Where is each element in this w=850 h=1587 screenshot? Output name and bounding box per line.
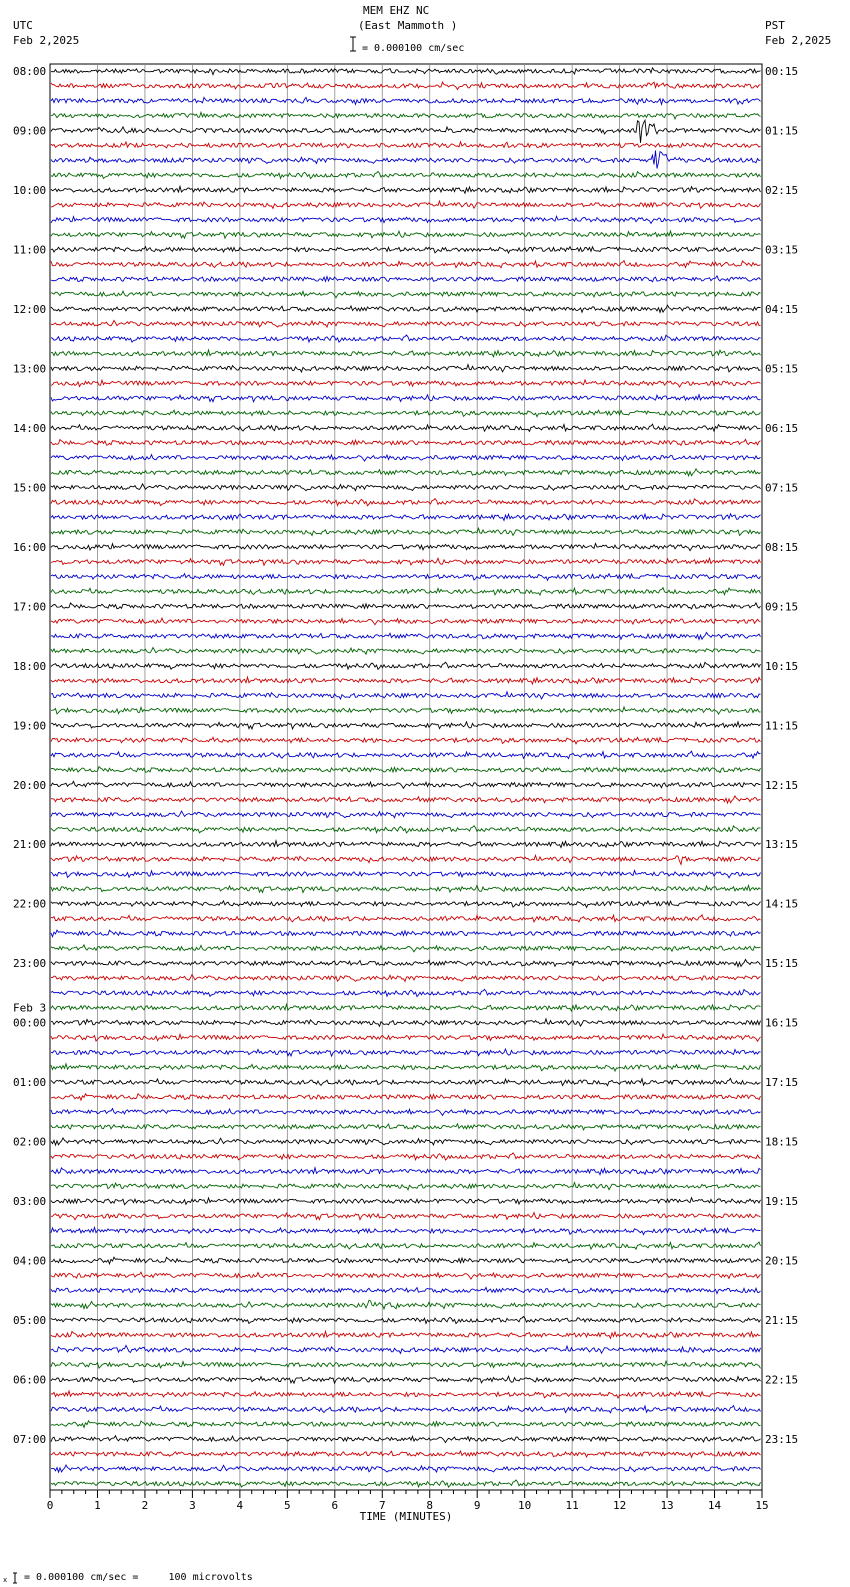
pst-label-17: 17:15 (765, 1076, 799, 1090)
x-tick-label-7: 7 (378, 1499, 386, 1512)
trace-42 (51, 692, 761, 699)
pst-label-20: 20:15 (765, 1254, 799, 1268)
svg-text:x: x (3, 1576, 8, 1584)
trace-58 (51, 930, 761, 937)
utc-label-13: 21:00 (13, 838, 47, 852)
trace-88 (51, 1376, 761, 1383)
scale-label: = 0.000100 cm/sec (362, 43, 465, 54)
trace-57 (51, 915, 761, 922)
trace-67 (51, 1064, 761, 1071)
trace-71 (51, 1124, 761, 1130)
trace-18 (51, 335, 761, 342)
trace-33 (51, 558, 761, 565)
trace-39 (51, 648, 761, 655)
pst-label-5: 05:15 (765, 362, 799, 376)
trace-56 (51, 901, 761, 908)
utc-label-0: 08:00 (13, 65, 47, 78)
x-tick-label-6: 6 (331, 1499, 339, 1512)
trace-72 (51, 1138, 761, 1145)
trace-62 (51, 989, 761, 996)
trace-75 (51, 1183, 761, 1190)
left-date: Feb 2,2025 (13, 34, 80, 47)
trace-80 (51, 1257, 761, 1264)
trace-74 (51, 1168, 761, 1175)
trace-3 (51, 112, 761, 119)
pst-label-4: 04:15 (765, 302, 799, 316)
trace-73 (51, 1153, 761, 1160)
utc-label-7: 15:00 (13, 481, 47, 495)
utc-label-14: 22:00 (13, 897, 47, 911)
trace-47 (51, 767, 761, 773)
x-tick-label-0: 0 (46, 1499, 54, 1512)
trace-40 (51, 662, 761, 669)
trace-87 (51, 1361, 761, 1368)
trace-45 (51, 737, 761, 744)
trace-4 (51, 120, 761, 143)
trace-11 (51, 231, 761, 238)
trace-38 (51, 632, 761, 639)
footer-scale-text: = 0.000100 cm/sec = 100 microvolts (24, 1572, 253, 1583)
trace-43 (51, 707, 761, 714)
trace-81 (51, 1272, 761, 1279)
pst-label-6: 06:15 (765, 421, 799, 435)
trace-7 (51, 171, 761, 178)
pst-label-2: 02:15 (765, 183, 799, 197)
pst-label-19: 19:15 (765, 1195, 799, 1209)
trace-31 (51, 528, 761, 535)
trace-14 (51, 276, 761, 282)
trace-82 (51, 1287, 761, 1293)
trace-53 (51, 855, 761, 864)
utc-label-3: 11:00 (13, 243, 47, 257)
utc-label-22: 06:00 (13, 1373, 47, 1387)
trace-2 (51, 97, 761, 104)
trace-69 (51, 1094, 761, 1101)
pst-label-0: 00:15 (765, 65, 799, 78)
trace-8 (51, 186, 761, 193)
station-title: MEM EHZ NC (363, 4, 430, 17)
trace-19 (51, 350, 761, 357)
trace-55 (51, 885, 761, 892)
trace-92 (51, 1436, 761, 1443)
pst-label-15: 15:15 (765, 957, 799, 971)
trace-60 (51, 960, 761, 967)
trace-84 (51, 1316, 761, 1323)
right-date: Feb 2,2025 (765, 34, 832, 47)
utc-label-4: 12:00 (13, 302, 47, 316)
pst-label-8: 08:15 (765, 540, 799, 554)
trace-10 (51, 216, 761, 223)
trace-41 (51, 677, 761, 684)
x-tick-label-5: 5 (284, 1499, 291, 1512)
trace-20 (51, 365, 761, 372)
utc-label-12: 20:00 (13, 778, 47, 792)
x-tick-label-15: 15 (755, 1499, 769, 1512)
trace-48 (51, 781, 761, 788)
pst-label-23: 23:15 (765, 1433, 799, 1447)
pst-label-18: 18:15 (765, 1135, 799, 1149)
utc-label-18: 02:00 (13, 1135, 47, 1149)
trace-95 (51, 1480, 761, 1487)
trace-13 (51, 261, 761, 268)
trace-34 (51, 574, 761, 581)
trace-85 (51, 1331, 761, 1338)
pst-label-16: 16:15 (765, 1016, 799, 1030)
left-timezone: UTC (13, 19, 33, 32)
utc-label-1: 09:00 (13, 124, 47, 138)
trace-66 (51, 1049, 761, 1056)
trace-27 (51, 469, 761, 476)
trace-15 (51, 291, 761, 298)
pst-label-22: 22:15 (765, 1373, 799, 1387)
pst-label-1: 01:15 (765, 124, 799, 138)
x-tick-label-8: 8 (426, 1499, 434, 1512)
trace-70 (51, 1109, 761, 1116)
pst-label-9: 09:15 (765, 600, 799, 614)
trace-26 (51, 455, 761, 461)
x-tick-label-4: 4 (236, 1499, 244, 1512)
trace-22 (51, 395, 761, 402)
trace-44 (51, 722, 761, 729)
trace-37 (51, 618, 761, 625)
trace-6 (51, 151, 761, 169)
trace-86 (51, 1345, 761, 1353)
trace-12 (51, 247, 761, 254)
seismic-traces (51, 68, 761, 1487)
x-tick-label-2: 2 (141, 1499, 149, 1512)
trace-61 (51, 975, 761, 982)
trace-91 (51, 1421, 761, 1428)
utc-label-16: 00:00 (13, 1016, 47, 1030)
trace-35 (51, 588, 761, 595)
trace-59 (51, 945, 761, 952)
trace-63 (51, 1004, 761, 1011)
trace-25 (51, 439, 761, 445)
pst-label-11: 11:15 (765, 719, 799, 733)
trace-17 (51, 320, 761, 327)
trace-94 (51, 1465, 761, 1472)
trace-46 (51, 751, 761, 758)
pst-label-14: 14:15 (765, 897, 799, 911)
trace-79 (51, 1242, 761, 1249)
utc-label-23: 07:00 (13, 1433, 47, 1447)
date-change-label: Feb 3 (13, 1001, 47, 1015)
trace-78 (51, 1227, 761, 1234)
trace-49 (51, 796, 761, 803)
pst-label-21: 21:15 (765, 1314, 799, 1328)
utc-label-19: 03:00 (13, 1195, 47, 1209)
trace-68 (51, 1078, 761, 1085)
x-axis-label: TIME (MINUTES) (359, 1510, 453, 1523)
right-timezone: PST (765, 19, 785, 32)
utc-label-5: 13:00 (13, 362, 47, 376)
x-tick-label-14: 14 (707, 1499, 722, 1512)
trace-1 (51, 82, 761, 89)
utc-label-9: 17:00 (13, 600, 47, 614)
trace-76 (51, 1198, 761, 1205)
trace-51 (51, 826, 761, 833)
trace-24 (51, 424, 761, 431)
trace-32 (51, 543, 761, 550)
trace-77 (51, 1213, 761, 1220)
trace-54 (51, 871, 761, 878)
pst-label-7: 07:15 (765, 481, 799, 495)
trace-93 (51, 1451, 761, 1457)
utc-label-10: 18:00 (13, 659, 47, 673)
utc-label-15: 23:00 (13, 957, 47, 971)
utc-label-6: 14:00 (13, 421, 47, 435)
x-tick-label-12: 12 (612, 1499, 627, 1512)
trace-0 (51, 68, 761, 75)
trace-36 (51, 603, 761, 609)
trace-30 (51, 514, 761, 521)
trace-89 (51, 1391, 761, 1398)
pst-label-10: 10:15 (765, 659, 799, 673)
x-tick-label-1: 1 (94, 1499, 101, 1512)
trace-16 (51, 305, 761, 312)
trace-52 (51, 841, 761, 848)
trace-50 (51, 811, 761, 818)
x-tick-label-11: 11 (565, 1499, 579, 1512)
trace-29 (51, 499, 761, 506)
pst-label-3: 03:15 (765, 243, 799, 257)
trace-65 (51, 1034, 761, 1041)
x-tick-label-3: 3 (189, 1499, 196, 1512)
trace-83 (51, 1300, 761, 1309)
trace-9 (51, 201, 761, 208)
utc-label-8: 16:00 (13, 540, 47, 554)
utc-label-11: 19:00 (13, 719, 47, 733)
time-axis (47, 1490, 769, 1523)
trace-64 (51, 1019, 761, 1026)
x-tick-label-13: 13 (660, 1499, 674, 1512)
trace-23 (51, 410, 761, 417)
trace-28 (51, 484, 761, 491)
utc-label-20: 04:00 (13, 1254, 47, 1268)
x-tick-label-9: 9 (473, 1499, 481, 1512)
trace-90 (51, 1406, 761, 1413)
pst-label-12: 12:15 (765, 778, 799, 792)
utc-label-17: 01:00 (13, 1076, 47, 1090)
utc-label-21: 05:00 (13, 1314, 47, 1328)
utc-label-2: 10:00 (13, 183, 47, 197)
station-location: (East Mammoth ) (358, 19, 458, 32)
pst-label-13: 13:15 (765, 838, 799, 852)
trace-5 (51, 142, 761, 148)
x-tick-label-10: 10 (518, 1499, 532, 1512)
trace-21 (51, 380, 761, 387)
